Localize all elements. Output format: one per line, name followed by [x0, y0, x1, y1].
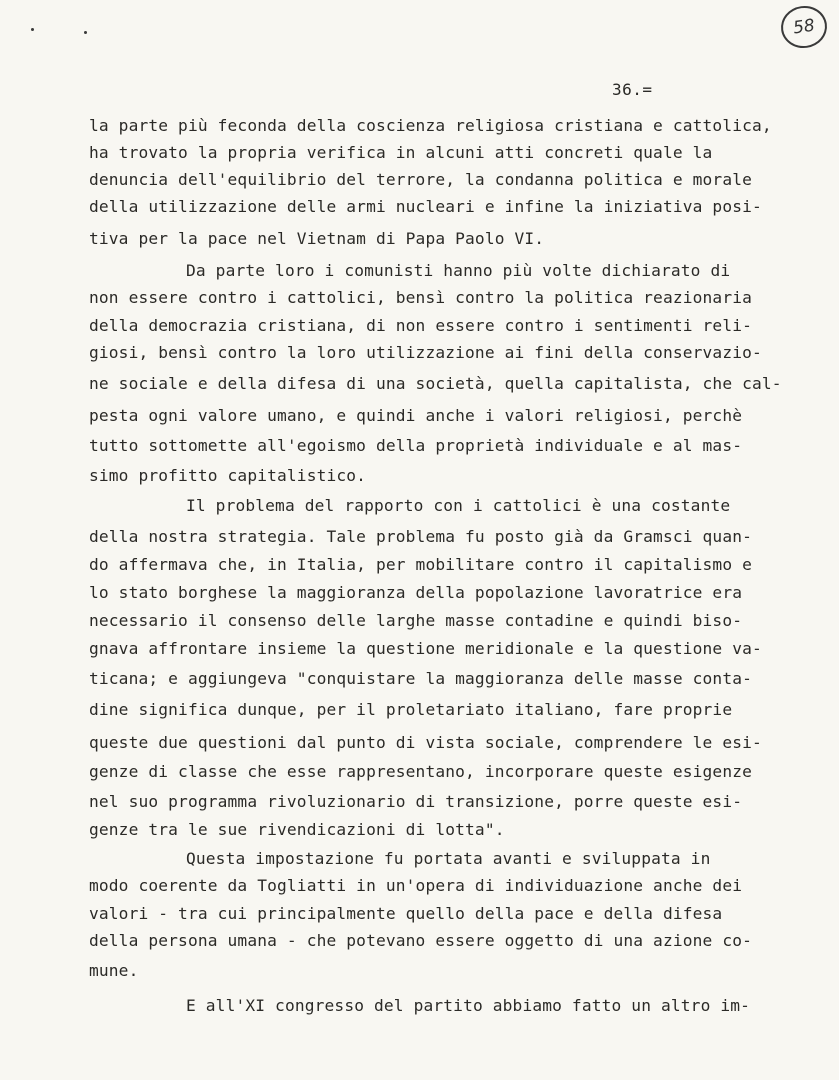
text-line: la parte più feconda della coscienza religiosa cristiana e cattolica, — [89, 116, 772, 135]
text-line: della persona umana - che potevano essere oggetto di una azione co- — [89, 931, 753, 950]
text-line: gnava affrontare insieme la questione meridionale e la questione va- — [89, 639, 762, 658]
page-number: 36.= — [612, 80, 653, 99]
text-line: tutto sottomette all'egoismo della proprietà individuale e al mas- — [89, 436, 743, 455]
text-line: queste due questioni dal punto di vista sociale, comprendere le esi- — [89, 733, 762, 752]
text-line: necessario il consenso delle larghe masse contadine e quindi biso- — [89, 611, 743, 630]
text-line: non essere contro i cattolici, bensì contro la politica reazionaria — [89, 288, 753, 307]
text-line: simo profitto capitalistico. — [89, 466, 367, 485]
text-line: Il problema del rapporto con i cattolici è una costante — [186, 496, 731, 515]
text-line: della nostra strategia. Tale problema fu posto già da Gramsci quan- — [89, 527, 753, 546]
text-line: dine significa dunque, per il proletariato italiano, fare proprie — [89, 700, 733, 719]
text-line: giosi, bensì contro la loro utilizzazione ai fini della conservazio- — [89, 343, 762, 362]
text-line: tiva per la pace nel Vietnam di Papa Paolo VI. — [89, 229, 545, 248]
text-line: lo stato borghese la maggioranza della popolazione lavoratrice era — [89, 583, 743, 602]
text-line: do affermava che, in Italia, per mobilitare contro il capitalismo e — [89, 555, 753, 574]
text-line: ticana; e aggiungeva "conquistare la maggioranza delle masse conta- — [89, 669, 753, 688]
archive-stamp — [778, 3, 829, 51]
text-line: genze tra le sue rivendicazioni di lotta". — [89, 820, 505, 839]
text-line: mune. — [89, 961, 139, 980]
text-line: genze di classe che esse rappresentano, incorporare queste esigenze — [89, 762, 753, 781]
text-line: E all'XI congresso del partito abbiamo fatto un altro im- — [186, 996, 751, 1015]
text-line: ha trovato la propria verifica in alcuni atti concreti quale la — [89, 143, 713, 162]
scan-speck — [84, 31, 87, 34]
scan-speck — [31, 28, 34, 31]
text-line: Questa impostazione fu portata avanti e sviluppata in — [186, 849, 711, 868]
text-line: nel suo programma rivoluzionario di transizione, porre queste esi- — [89, 792, 743, 811]
text-line: valori - tra cui principalmente quello della pace e della difesa — [89, 904, 723, 923]
text-line: della democrazia cristiana, di non essere contro i sentimenti reli- — [89, 316, 753, 335]
text-line: della utilizzazione delle armi nucleari e infine la iniziativa posi- — [89, 197, 762, 216]
text-line: denuncia dell'equilibrio del terrore, la condanna politica e morale — [89, 170, 753, 189]
text-line: modo coerente da Togliatti in un'opera di individuazione anche dei — [89, 876, 743, 895]
text-line: ne sociale e della difesa di una società, quella capitalista, che cal- — [89, 374, 782, 393]
text-line: Da parte loro i comunisti hanno più volte dichiarato di — [186, 261, 731, 280]
text-line: pesta ogni valore umano, e quindi anche i valori religiosi, perchè — [89, 406, 743, 425]
stamp-number: 58 — [791, 15, 817, 39]
